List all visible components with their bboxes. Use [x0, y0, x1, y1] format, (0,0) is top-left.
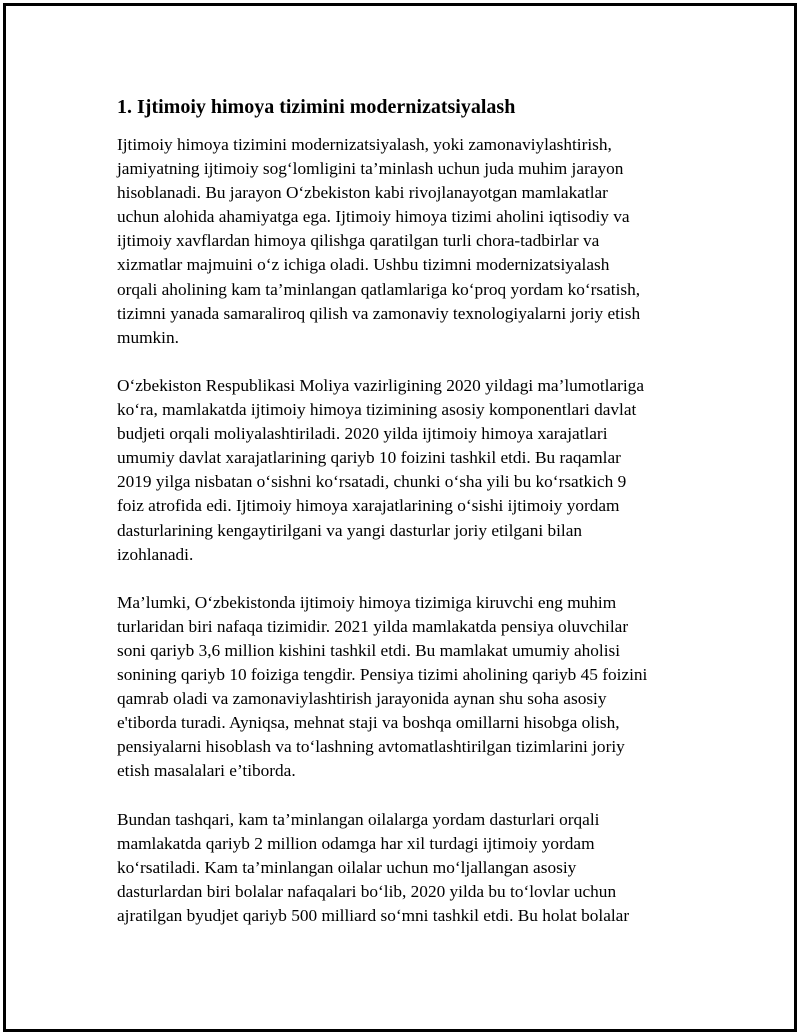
- paragraph: [117, 374, 687, 567]
- text-line: umumiy davlat xarajatlarining qariyb 10 foizini tashkil etdi. Bu raqamlar: [117, 448, 621, 468]
- text-line: ijtimoiy xavflardan himoya qilishga qaratilgan turli chora-tadbirlar va: [117, 231, 600, 251]
- text-line: uchun alohida ahamiyatga ega. Ijtimoiy himoya tizimi aholini iqtisodiy va: [117, 207, 630, 227]
- text-line: ajratilgan byudjet qariyb 500 milliard so‘mni tashkil etdi. Bu holat bolalar: [117, 906, 630, 925]
- text-line: tizimni yanada samaraliroq qilish va zamonaviy texnologiyalarni joriy etish: [117, 303, 641, 323]
- text-line: 2019 yilga nisbatan o‘sishni ko‘rsatadi, chunki o‘sha yili bu ko‘rsatkich 9: [117, 472, 627, 492]
- section-heading: 1. Ijtimoiy himoya tizimini modernizatsiyalash: [117, 96, 516, 118]
- paragraph: [117, 808, 687, 928]
- text-line: O‘zbekiston Respublikasi Moliya vazirligining 2020 yildagi ma’lumotlariga: [117, 375, 644, 395]
- text-line: Bundan tashqari, kam ta’minlangan oilalarga yordam dasturlari orqali: [117, 809, 600, 829]
- document-body: [117, 93, 687, 952]
- text-line: e'tiborda turadi. Ayniqsa, mehnat staji va boshqa omillarni hisobga olish,: [117, 713, 620, 733]
- text-line: etish masalalari e’tiborda.: [117, 761, 296, 781]
- text-line: dasturlarining kengaytirilgani va yangi dasturlar joriy etilgani bilan: [117, 520, 583, 540]
- paragraph: [117, 591, 687, 784]
- text-line: sonining qariyb 10 foiziga tengdir. Pensiya tizimi aholining qariyb 45 foizini: [117, 665, 648, 685]
- text-line: izohlanadi.: [117, 544, 194, 564]
- text-line: ko‘rsatiladi. Kam ta’minlangan oilalar uchun mo‘ljallangan asosiy: [117, 857, 577, 877]
- text-line: pensiyalarni hisoblash va to‘lashning avtomatlashtirilgan tizimlarini joriy: [117, 737, 625, 757]
- text-line: jamiyatning ijtimoiy sog‘lomligini ta’minlash uchun juda muhim jarayon: [117, 159, 624, 179]
- text-line: qamrab oladi va zamonaviylashtirish jarayonida aynan shu soha asosiy: [117, 689, 607, 709]
- text-line: mumkin.: [117, 327, 179, 347]
- text-line: dasturlardan biri bolalar nafaqalari bo‘lib, 2020 yilda bu to‘lovlar uchun: [117, 881, 617, 901]
- text-line: turlaridan biri nafaqa tizimidir. 2021 yilda mamlakatda pensiya oluvchilar: [117, 616, 629, 636]
- text-line: budjeti orqali moliyalashtiriladi. 2020 yilda ijtimoiy himoya xarajatlari: [117, 424, 608, 444]
- text-line: xizmatlar majmuini o‘z ichiga oladi. Ushbu tizimni modernizatsiyalash: [117, 255, 610, 275]
- text-line: mamlakatda qariyb 2 million odamga har xil turdagi ijtimoiy yordam: [117, 833, 595, 853]
- text-line: ko‘ra, mamlakatda ijtimoiy himoya tizimining asosiy komponentlari davlat: [117, 400, 637, 420]
- paragraph: [117, 133, 687, 350]
- text-line: Ma’lumki, O‘zbekistonda ijtimoiy himoya tizimiga kiruvchi eng muhim: [117, 592, 617, 612]
- text-line: orqali aholining kam ta’minlangan qatlamlariga ko‘proq yordam ko‘rsatish,: [117, 279, 641, 299]
- text-line: foiz atrofida edi. Ijtimoiy himoya xarajatlarining o‘sishi ijtimoiy yordam: [117, 496, 620, 516]
- paragraphs-container: [117, 133, 687, 928]
- text-line: Ijtimoiy himoya tizimini modernizatsiyalash, yoki zamonaviylashtirish,: [117, 135, 612, 154]
- text-line: hisoblanadi. Bu jarayon O‘zbekiston kabi rivojlanayotgan mamlakatlar: [117, 183, 608, 203]
- text-line: soni qariyb 3,6 million kishini tashkil etdi. Bu mamlakat umumiy aholisi: [117, 640, 621, 660]
